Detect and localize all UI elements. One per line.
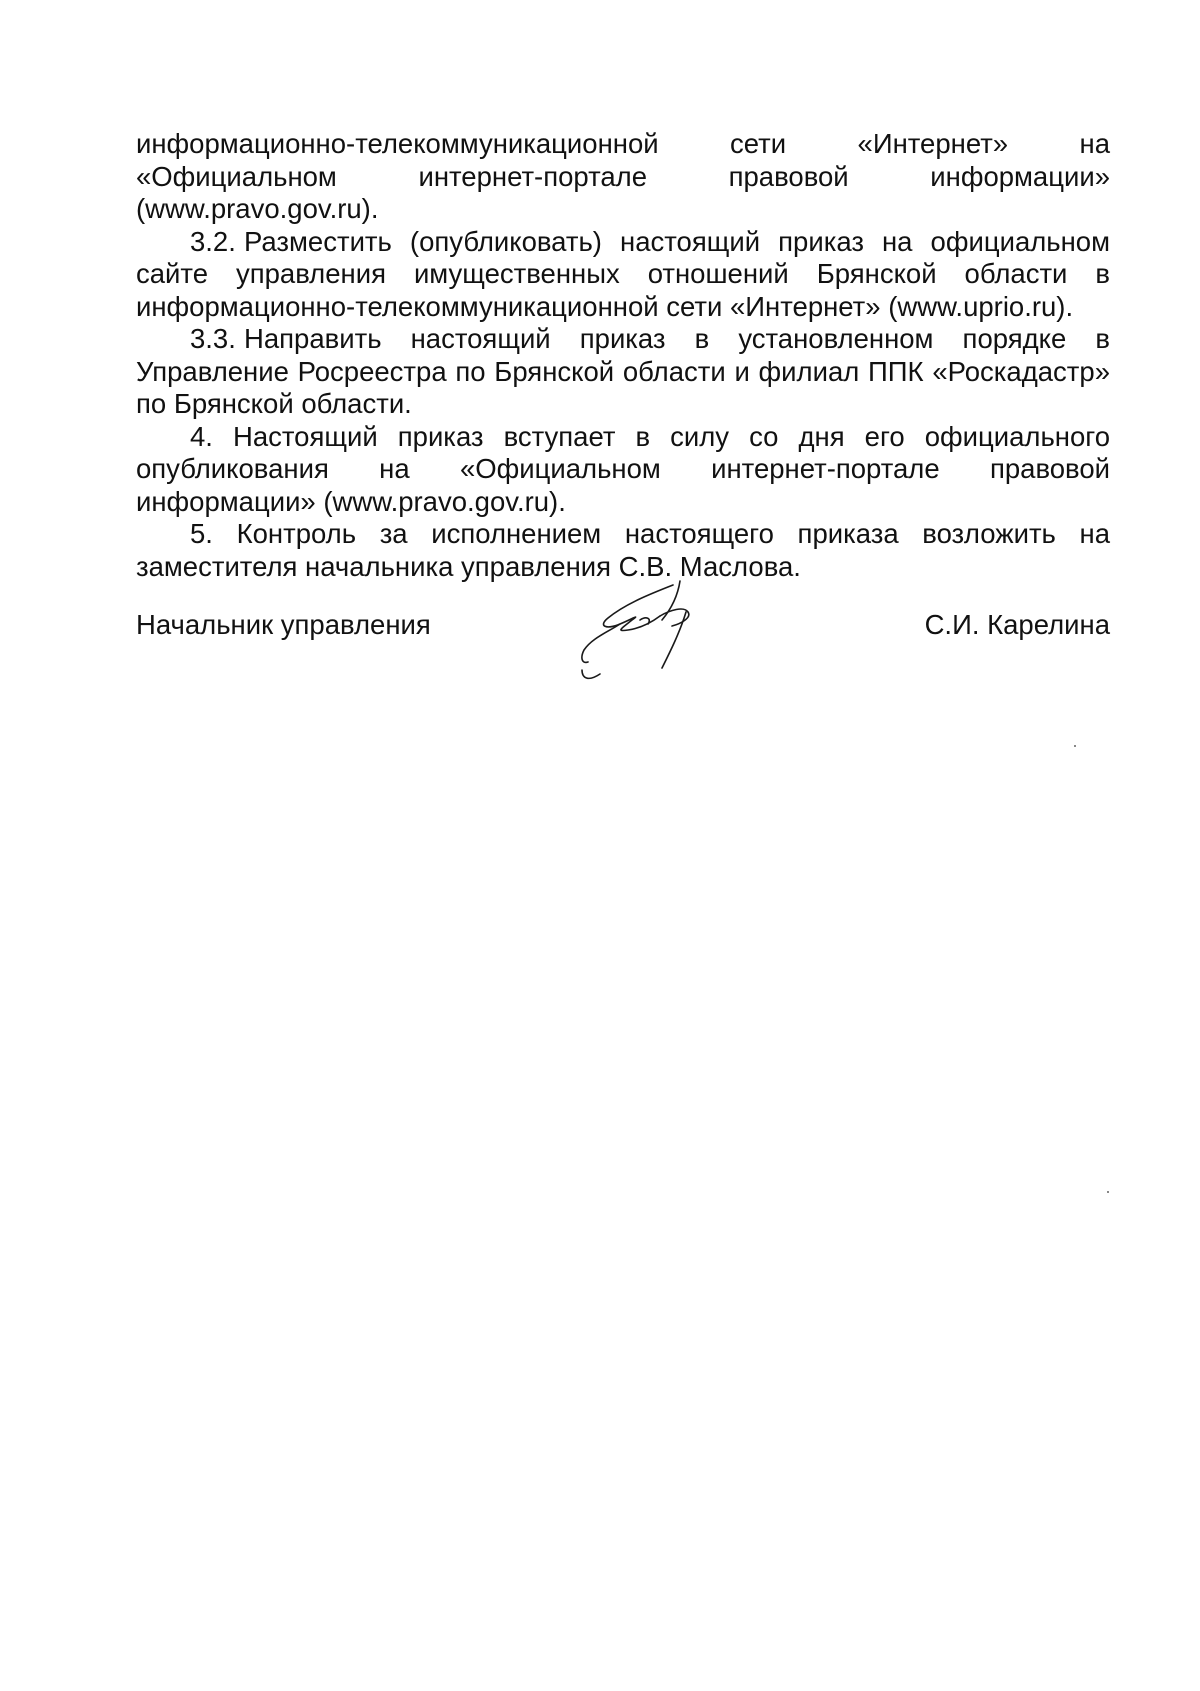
- handwritten-signature: [580, 580, 730, 690]
- paragraph-text: Контроль за исполнением настоящего приказа возложить на заместителя начальника управления С.В. Маслова.: [136, 518, 1111, 582]
- paragraph-text: информационно-телекоммуникационной сети «Интернет» на «Официальном интернет-портале правовой информации» (www.pravo.gov.ru).: [136, 128, 1110, 224]
- paragraph-3-2: [136, 226, 1110, 324]
- paragraph-3-3: [136, 323, 1110, 421]
- paragraph-text: Настоящий приказ вступает в силу со дня его официального опубликования на «Официальном интернет-портале правовой информации» (www.pravo.gov.ru).: [136, 420, 1110, 517]
- scan-speck: [1107, 1191, 1109, 1193]
- scan-speck: [1074, 745, 1076, 747]
- paragraph-number: 4.: [190, 420, 213, 452]
- paragraph-continuation: [136, 128, 1110, 226]
- signatory-name: С.И. Карелина: [924, 609, 1110, 640]
- document-body: [136, 128, 1110, 583]
- paragraph-5: [136, 518, 1110, 583]
- paragraph-number: 5.: [190, 518, 213, 549]
- paragraph-4: [136, 421, 1110, 519]
- paragraph-text: Разместить (опубликовать) настоящий приказ на официальном сайте управления имущественных отношений Брянской области в информационно-телекоммуникационной сети «Интернет» (www.uprio.ru).: [136, 225, 1110, 322]
- paragraph-number: 3.3.: [190, 323, 236, 354]
- paragraph-text: Направить настоящий приказ в установленном порядке в Управление Росреестра по Брянской области и филиал ППК «Роскадастр» по Брянской области.: [136, 323, 1110, 419]
- signatory-position: Начальник управления: [136, 609, 431, 640]
- paragraph-number: 3.2.: [190, 225, 236, 257]
